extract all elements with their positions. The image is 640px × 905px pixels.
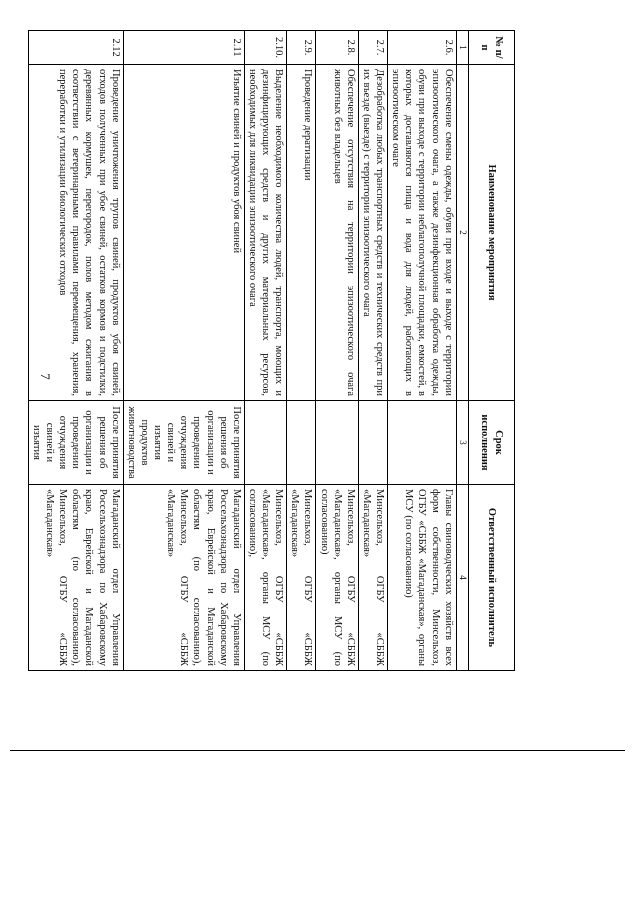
row-name: Изъятие свиней и продуктов убоя свиней — [123, 65, 244, 401]
table-row — [287, 31, 316, 671]
measures-table — [28, 30, 515, 671]
row-num: 2.12 — [28, 31, 123, 65]
row-num: 2.10. — [244, 31, 286, 65]
row-resp: Минсельхоз, ОГБУ «СББЖ «Магаданская» — [287, 485, 316, 671]
header-name: Наименование мероприятия — [469, 65, 515, 401]
index-cell: 4 — [456, 485, 468, 671]
header-term: Срок исполнения — [469, 401, 515, 485]
index-cell: 1 — [456, 31, 468, 65]
row-name: Обеспечение отсутствия на территории эпизоотического очага животных без владельцев — [316, 65, 358, 401]
row-name: Проведение уничтожения трупов свиней, продуктов убоя свиней, отходов полученных при убое свиней, остатков кормов и подстилки, деревянных кормушек, перегородок, полов методом сжигания в соответствии с ветеринарными правилами перемещения, хранения, переработки и утилизации биологических отходов — [28, 65, 123, 401]
row-name: Выделение необходимого количества людей, транспорта, моющих и дезинфицирующих средств и других материальных ресурсов, необходимых для ликвидации эпизоотического очага — [244, 65, 286, 401]
header-num: № п/п — [469, 31, 515, 65]
row-num: 2.6. — [388, 31, 457, 65]
row-num: 2.9. — [287, 31, 316, 65]
row-num: 2.7. — [358, 31, 387, 65]
row-resp: Магаданский отдел Управления Россельхознадзора по Хабаровскому краю, Еврейской и Магаданской областям (по согласованию), Минсельхоз, ОГБУ «СББЖ «Магаданская» — [28, 485, 123, 671]
bottom-rule — [10, 750, 625, 751]
page-number: 7 — [37, 373, 53, 380]
table-row — [388, 31, 457, 671]
row-term — [244, 401, 286, 485]
row-term — [287, 401, 316, 485]
row-resp: Минсельхоз, ОГБУ «СББЖ «Магаданская», органы МСУ (по согласованию), — [244, 485, 286, 671]
table-row — [358, 31, 387, 671]
row-num: 2.11 — [123, 31, 244, 65]
table-row — [28, 31, 123, 671]
rotated-table-wrapper — [31, 30, 515, 670]
table-row — [316, 31, 358, 671]
row-name: Дезобработка любых транспортных средств и технических средств при их въезде (выезде) с территории эпизоотического очага — [358, 65, 387, 401]
row-term — [316, 401, 358, 485]
index-cell: 2 — [456, 65, 468, 401]
row-resp: Магаданский отдел Управления Россельхознадзора по Хабаровскому краю, Еврейской и Магаданской областям (по согласованию), Минсельхоз, ОГБУ «СББЖ «Магаданская» — [123, 485, 244, 671]
row-term — [358, 401, 387, 485]
row-resp: Главы свиноводческих хозяйств всех форм собственности, Минсельхоз, ОГБУ «СББЖ «Магаданская», органы МСУ (по согласованию) — [388, 485, 457, 671]
row-resp: Минсельхоз, ОГБУ «СББЖ «Магаданская» — [358, 485, 387, 671]
table-row — [244, 31, 286, 671]
row-term — [388, 401, 457, 485]
row-term: После принятия решения об организации и проведении отчуждения свиней и изъятия продуктов животноводства — [123, 401, 244, 485]
row-term: После принятия решения об организации и проведении отчуждения свиней и изъятия — [28, 401, 123, 485]
row-name: Обеспечение смены одежды, обуви при входе и выходе с территории эпизоотического очага, а также дезинфекционная обработка одежды, обуви при выходе с территории неблагополучной площадки, емкостей, в которых доставляются пища и вода для людей, работающих в эпизоотическом очаге — [388, 65, 457, 401]
row-num: 2.8. — [316, 31, 358, 65]
row-name: Проведение дератизации — [287, 65, 316, 401]
index-cell: 3 — [456, 401, 468, 485]
index-row — [456, 31, 468, 671]
header-resp: Ответственный исполнитель — [469, 485, 515, 671]
row-resp: Минсельхоз, ОГБУ «СББЖ «Магаданская», органы МСУ (по согласованию) — [316, 485, 358, 671]
table-row — [123, 31, 244, 671]
header-row — [469, 31, 515, 671]
